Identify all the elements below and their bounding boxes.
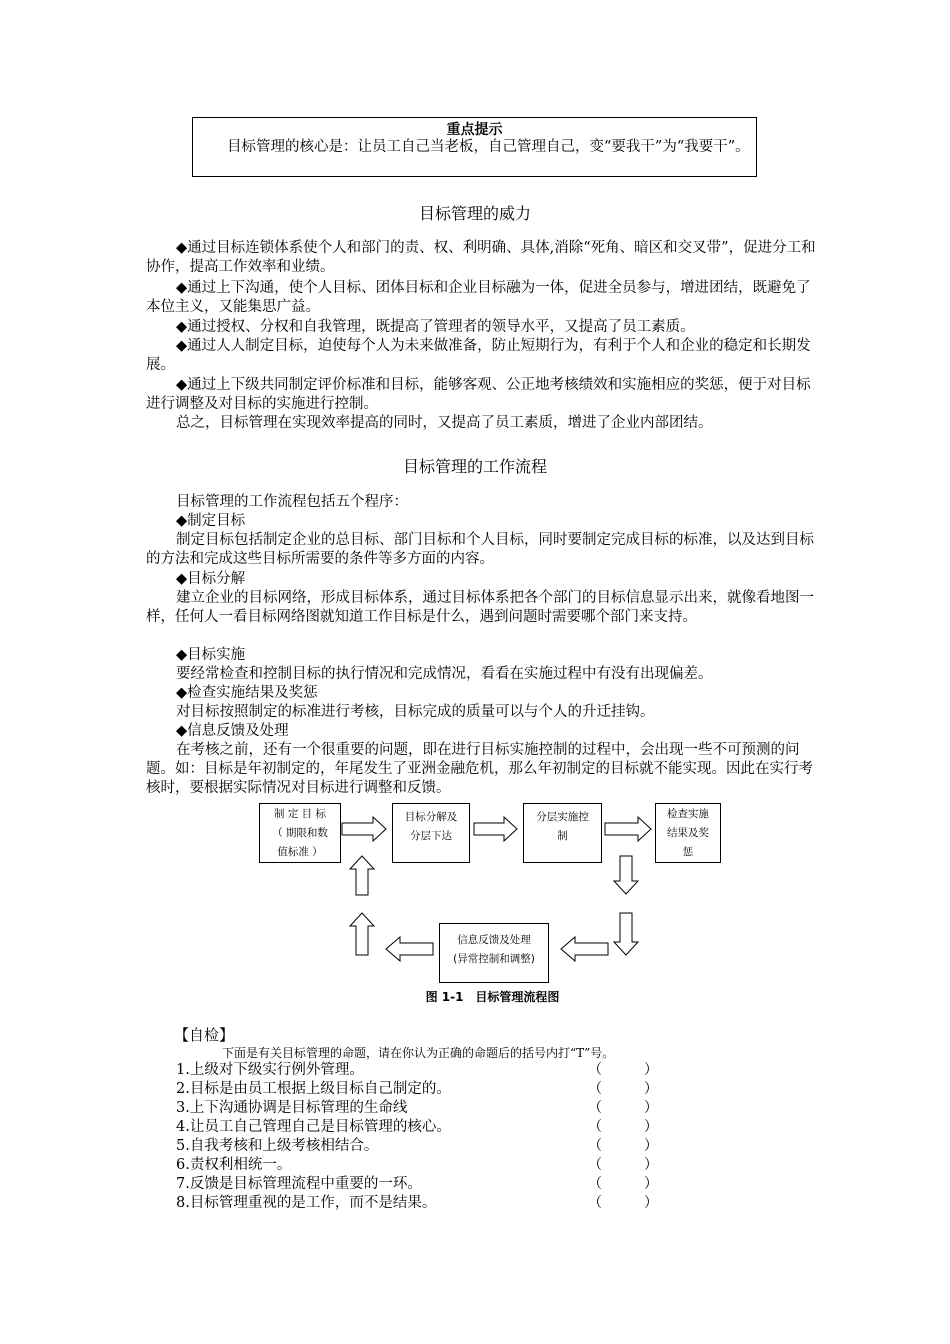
selfcheck-title: 【自检】 <box>174 1026 235 1044</box>
answer-blank[interactable]: （ ） <box>588 1176 658 1192</box>
step-body: 建立企业的目标网络，形成目标体系，通过目标体系把各个部门的目标信息显示出来，就像看地图一样，任何人一看目标网络图就知道工作目标是什么，遇到问题时需要哪个部门来支持。 <box>146 590 814 625</box>
selfcheck-item: 7.反馈是目标管理流程中重要的一环。 <box>176 1176 422 1192</box>
power-paragraph: ◆通过授权、分权和自我管理，既提高了管理者的领导水平，又提高了员工素质。 <box>176 319 695 335</box>
step-heading: ◆检查实施结果及奖惩 <box>176 685 318 701</box>
flow-box-set-goals: 制 定 目 标 （ 期限和数 值标准 ） <box>259 803 341 863</box>
arrow-up-icon <box>350 856 374 895</box>
step-heading: ◆目标实施 <box>176 647 246 663</box>
selfcheck-item: 3.上下沟通协调是目标管理的生命线 <box>176 1100 408 1116</box>
selfcheck-item: 5.自我考核和上级考核相结合。 <box>176 1138 379 1154</box>
power-paragraph: ◆通过上下沟通，使个人目标、团体目标和企业目标融为一体，促进全员参与，增进团结，既避免了本位主义，又能集思广益。 <box>146 280 811 315</box>
answer-blank[interactable]: （ ） <box>588 1195 658 1211</box>
step-heading: ◆信息反馈及处理 <box>176 723 289 739</box>
flow-box-implement: 分层实施控 制 <box>523 803 602 863</box>
arrow-down-icon <box>614 856 638 894</box>
step-body: 制定目标包括制定企业的总目标、部门目标和个人目标，同时要制定完成目标的标准，以及达到目标的方法和完成这些目标所需要的条件等多方面的内容。 <box>146 532 814 567</box>
power-paragraph: ◆通过人人制定目标，迫使每个人为未来做准备，防止短期行为，有利于个人和企业的稳定和长期发展。 <box>146 338 811 373</box>
arrow-right-icon <box>474 817 517 841</box>
step-heading: ◆目标分解 <box>176 571 246 587</box>
step-body: 在考核之前，还有一个很重要的问题，即在进行目标实施控制的过程中，会出现一些不可预测的问题。如：目标是年初制定的，年尾发生了亚洲金融危机，那么年初制定的目标就不能实现。因此在实行考核时，要根据实际情况对目标进行调整和反馈。 <box>146 742 813 796</box>
arrow-left-icon <box>561 937 608 961</box>
key-tip-text: 目标管理的核心是：让员工自己当老板，自己管理自己，变“要我干”为“我要干”。 <box>227 139 750 155</box>
selfcheck-item: 8.目标管理重视的是工作，而不是结果。 <box>176 1195 437 1211</box>
flow-box-feedback: 信息反馈及处理 (异常控制和调整) <box>439 923 549 983</box>
power-summary: 总之，目标管理在实现效率提高的同时，又提高了员工素质，增进了企业内部团结。 <box>176 415 713 431</box>
arrow-up-icon <box>350 913 374 955</box>
key-tip-title: 重点提示 <box>446 122 503 138</box>
step-heading: ◆制定目标 <box>176 513 246 529</box>
flow-box-review: 检查实施 结果及奖 惩 <box>655 803 721 863</box>
arrow-down-icon <box>614 913 638 955</box>
selfcheck-item: 2.目标是由员工根据上级目标自己制定的。 <box>176 1081 451 1097</box>
selfcheck-item: 1.上级对下级实行例外管理。 <box>176 1062 364 1078</box>
answer-blank[interactable]: （ ） <box>588 1062 658 1078</box>
step-body: 要经常检查和控制目标的执行情况和完成情况，看看在实施过程中有没有出现偏差。 <box>176 666 713 682</box>
workflow-intro: 目标管理的工作流程包括五个程序： <box>176 494 408 510</box>
answer-blank[interactable]: （ ） <box>588 1100 658 1116</box>
arrow-right-icon <box>605 817 651 841</box>
answer-blank[interactable]: （ ） <box>588 1138 658 1154</box>
answer-blank[interactable]: （ ） <box>588 1157 658 1173</box>
figure-caption: 图 1-1 目标管理流程图 <box>425 990 560 1004</box>
arrow-left-icon <box>386 937 433 961</box>
selfcheck-item: 4.让员工自己管理自己是目标管理的核心。 <box>176 1119 451 1135</box>
step-body: 对目标按照制定的标准进行考核，目标完成的质量可以与个人的升迁挂钩。 <box>176 704 655 720</box>
section-title-workflow: 目标管理的工作流程 <box>402 457 547 476</box>
selfcheck-item: 6.责权利相统一。 <box>176 1157 292 1173</box>
flow-box-decompose: 目标分解及 分层下达 <box>392 803 470 863</box>
power-paragraph: ◆通过上下级共同制定评价标准和目标，能够客观、公正地考核绩效和实施相应的奖惩，便于对目标进行调整及对目标的实施进行控制。 <box>146 377 811 412</box>
answer-blank[interactable]: （ ） <box>588 1081 658 1097</box>
arrow-right-icon <box>342 817 386 841</box>
answer-blank[interactable]: （ ） <box>588 1119 658 1135</box>
selfcheck-instruction: 下面是有关目标管理的命题，请在你认为正确的命题后的括号内打“T”号。 <box>222 1046 615 1060</box>
section-title-power: 目标管理的威力 <box>418 204 531 223</box>
power-paragraph: ◆通过目标连锁体系使个人和部门的责、权、利明确、具体,消除“死角、暗区和交叉带”，促进分工和协作，提高工作效率和业绩。 <box>146 240 816 275</box>
